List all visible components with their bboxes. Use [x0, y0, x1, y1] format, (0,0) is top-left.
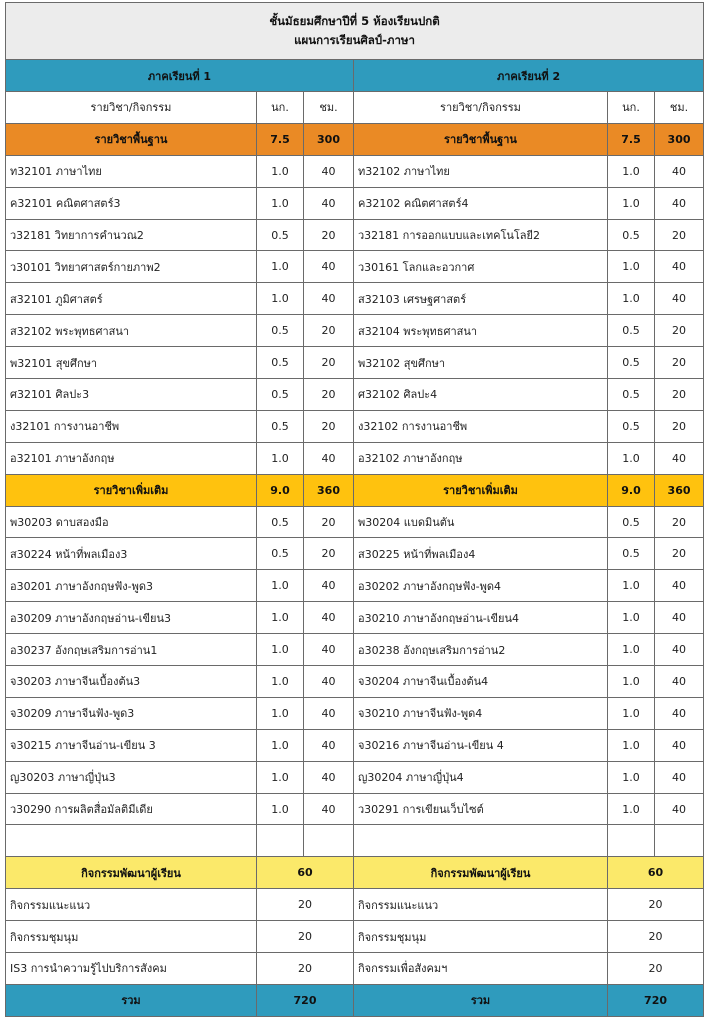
- basic-section-label: รายวิชาพื้นฐาน: [6, 123, 257, 155]
- credits-cell: 0.5: [608, 506, 655, 538]
- hours-cell: 20: [304, 219, 354, 251]
- basic-sem2-credits: 7.5: [608, 123, 655, 155]
- table-row: [6, 251, 704, 283]
- subject-cell: จ30216 ภาษาจีนอ่าน-เขียน 4: [354, 729, 608, 761]
- subject-cell: ว30290 การผลิตสื่อมัลติมีเดีย: [6, 793, 257, 825]
- table-row: [6, 187, 704, 219]
- table-row: [6, 347, 704, 379]
- hours-cell: 40: [304, 602, 354, 634]
- hours-cell: 40: [655, 442, 704, 474]
- table-row: [6, 283, 704, 315]
- hours-cell: 20: [655, 538, 704, 570]
- credits-cell: 1.0: [257, 729, 304, 761]
- table-row: [6, 410, 704, 442]
- hours-cell: 40: [655, 761, 704, 793]
- activity-cell: กิจกรรมเพื่อสังคมฯ: [354, 953, 608, 985]
- hours-cell: 20: [655, 315, 704, 347]
- subject-cell: พ32102 สุขศึกษา: [354, 347, 608, 379]
- activities-section-row: [6, 857, 704, 889]
- subject-cell: จ30215 ภาษาจีนอ่าน-เขียน 3: [6, 729, 257, 761]
- table-row: [6, 761, 704, 793]
- subject-cell: ว30291 การเขียนเว็บไซต์: [354, 793, 608, 825]
- subject-cell: [6, 825, 257, 857]
- subject-column-header: รายวิชา/กิจกรรม: [6, 92, 257, 124]
- activity-cell: กิจกรรมชุมนุม: [354, 921, 608, 953]
- subject-cell: อ32102 ภาษาอังกฤษ: [354, 442, 608, 474]
- semester-header-row: [6, 60, 704, 92]
- activities-sem2-hours: 60: [608, 857, 704, 889]
- table-row: [6, 442, 704, 474]
- subject-cell: ว32181 วิทยาการคำนวณ2: [6, 219, 257, 251]
- subject-cell: จ30203 ภาษาจีนเบื้องต้น3: [6, 666, 257, 698]
- credits-cell: 0.5: [608, 219, 655, 251]
- hours-cell: 20: [304, 379, 354, 411]
- credits-cell: 0.5: [608, 347, 655, 379]
- credits-column-header: นก.: [608, 92, 655, 124]
- hours-cell: 40: [304, 283, 354, 315]
- credits-cell: 0.5: [257, 315, 304, 347]
- activity-hours-cell: 20: [608, 889, 704, 921]
- hours-cell: 40: [304, 697, 354, 729]
- hours-cell: 20: [655, 410, 704, 442]
- hours-cell: 40: [655, 634, 704, 666]
- subject-cell: ส32103 เศรษฐศาสตร์: [354, 283, 608, 315]
- hours-cell: 40: [655, 251, 704, 283]
- subject-cell: ว30101 วิทยาศาสตร์กายภาพ2: [6, 251, 257, 283]
- hours-cell: 40: [304, 761, 354, 793]
- total-label: รวม: [354, 984, 608, 1016]
- credits-cell: 1.0: [257, 187, 304, 219]
- table-row: [6, 315, 704, 347]
- subject-cell: ง32102 การงานอาชีพ: [354, 410, 608, 442]
- hours-cell: 40: [304, 793, 354, 825]
- total-sem2-hours: 720: [608, 984, 704, 1016]
- basic-section-label: รายวิชาพื้นฐาน: [354, 123, 608, 155]
- subject-cell: อ32101 ภาษาอังกฤษ: [6, 442, 257, 474]
- hours-cell: 40: [304, 729, 354, 761]
- hours-cell: 40: [655, 570, 704, 602]
- subject-column-header: รายวิชา/กิจกรรม: [354, 92, 608, 124]
- subject-cell: จ30204 ภาษาจีนเบื้องต้น4: [354, 666, 608, 698]
- hours-cell: 40: [304, 442, 354, 474]
- extra-sem2-credits: 9.0: [608, 474, 655, 506]
- credits-cell: 1.0: [608, 729, 655, 761]
- title-line-2: แผนการเรียนศิลป์-ภาษา: [294, 33, 415, 47]
- table-row: [6, 921, 704, 953]
- table-row: [6, 825, 704, 857]
- subject-cell: ง32101 การงานอาชีพ: [6, 410, 257, 442]
- subject-cell: อ30237 อังกฤษเสริมการอ่าน1: [6, 634, 257, 666]
- hours-cell: 40: [304, 570, 354, 602]
- semester-2-header: ภาคเรียนที่ 2: [354, 60, 704, 92]
- subject-cell: ส32101 ภูมิศาสตร์: [6, 283, 257, 315]
- subject-cell: [354, 825, 608, 857]
- hours-cell: 20: [655, 379, 704, 411]
- hours-cell: 40: [655, 155, 704, 187]
- activities-sem1-hours: 60: [257, 857, 354, 889]
- hours-cell: 40: [655, 283, 704, 315]
- credits-cell: 1.0: [257, 634, 304, 666]
- subject-cell: อ30202 ภาษาอังกฤษฟัง-พูด4: [354, 570, 608, 602]
- table-row: [6, 634, 704, 666]
- column-header-row: [6, 92, 704, 124]
- subject-cell: จ30209 ภาษาจีนฟัง-พูด3: [6, 697, 257, 729]
- subject-cell: ส32104 พระพุทธศาสนา: [354, 315, 608, 347]
- extra-sem1-hours: 360: [304, 474, 354, 506]
- table-row: [6, 219, 704, 251]
- subject-cell: จ30210 ภาษาจีนฟัง-พูด4: [354, 697, 608, 729]
- hours-cell: 40: [655, 697, 704, 729]
- credits-cell: 0.5: [608, 315, 655, 347]
- semester-1-header: ภาคเรียนที่ 1: [6, 60, 354, 92]
- hours-cell: 20: [304, 315, 354, 347]
- basic-sem2-hours: 300: [655, 123, 704, 155]
- credits-cell: 1.0: [608, 442, 655, 474]
- subject-cell: อ30210 ภาษาอังกฤษอ่าน-เขียน4: [354, 602, 608, 634]
- credits-cell: 1.0: [608, 283, 655, 315]
- hours-cell: 40: [655, 187, 704, 219]
- extra-sem1-credits: 9.0: [257, 474, 304, 506]
- table-row: [6, 506, 704, 538]
- activities-section-label: กิจกรรมพัฒนาผู้เรียน: [6, 857, 257, 889]
- hours-cell: 40: [304, 251, 354, 283]
- credits-cell: 1.0: [257, 155, 304, 187]
- table-row: [6, 793, 704, 825]
- subject-cell: พ30203 ดาบสองมือ: [6, 506, 257, 538]
- activity-cell: กิจกรรมแนะแนว: [6, 889, 257, 921]
- credits-cell: 1.0: [608, 793, 655, 825]
- credits-cell: 1.0: [257, 570, 304, 602]
- table-row: [6, 953, 704, 985]
- credits-cell: 1.0: [257, 283, 304, 315]
- table-row: [6, 538, 704, 570]
- subject-cell: ส32102 พระพุทธศาสนา: [6, 315, 257, 347]
- credits-cell: 0.5: [608, 410, 655, 442]
- credits-cell: 1.0: [257, 666, 304, 698]
- credits-cell: 0.5: [257, 410, 304, 442]
- table-row: [6, 729, 704, 761]
- credits-cell: 1.0: [257, 761, 304, 793]
- credits-cell: 0.5: [608, 379, 655, 411]
- hours-cell: 20: [655, 506, 704, 538]
- hours-cell: 40: [655, 666, 704, 698]
- hours-cell: 20: [304, 347, 354, 379]
- table-row: [6, 697, 704, 729]
- activities-section-label: กิจกรรมพัฒนาผู้เรียน: [354, 857, 608, 889]
- extra-section-label: รายวิชาเพิ่มเติม: [354, 474, 608, 506]
- credits-cell: 1.0: [608, 187, 655, 219]
- table-row: [6, 379, 704, 411]
- credits-cell: 1.0: [257, 251, 304, 283]
- subject-cell: ส30225 หน้าที่พลเมือง4: [354, 538, 608, 570]
- subject-cell: อ30209 ภาษาอังกฤษอ่าน-เขียน3: [6, 602, 257, 634]
- extra-subjects-section-row: [6, 474, 704, 506]
- credits-cell: 0.5: [257, 379, 304, 411]
- activity-cell: IS3 การนำความรู้ไปบริการสังคม: [6, 953, 257, 985]
- total-label: รวม: [6, 984, 257, 1016]
- title-line-1: ชั้นมัธยมศึกษาปีที่ 5 ห้องเรียนปกติ: [269, 14, 440, 28]
- basic-sem1-credits: 7.5: [257, 123, 304, 155]
- hours-cell: 20: [304, 410, 354, 442]
- extra-section-label: รายวิชาเพิ่มเติม: [6, 474, 257, 506]
- credits-cell: [257, 825, 304, 857]
- subject-cell: ศ32102 ศิลปะ4: [354, 379, 608, 411]
- credits-cell: 0.5: [257, 219, 304, 251]
- basic-subjects-section-row: [6, 123, 704, 155]
- credits-cell: 1.0: [608, 634, 655, 666]
- hours-cell: 20: [655, 219, 704, 251]
- basic-sem1-hours: 300: [304, 123, 354, 155]
- hours-cell: [655, 825, 704, 857]
- subject-cell: ส30224 หน้าที่พลเมือง3: [6, 538, 257, 570]
- credits-cell: 1.0: [257, 442, 304, 474]
- credits-cell: 1.0: [608, 666, 655, 698]
- hours-cell: 20: [655, 347, 704, 379]
- subject-cell: พ30204 แบดมินตัน: [354, 506, 608, 538]
- credits-cell: 0.5: [257, 347, 304, 379]
- hours-cell: 20: [304, 506, 354, 538]
- credits-cell: 1.0: [257, 793, 304, 825]
- hours-cell: [304, 825, 354, 857]
- hours-cell: 40: [304, 187, 354, 219]
- curriculum-table: [5, 2, 704, 1017]
- total-row: [6, 984, 704, 1016]
- activity-cell: กิจกรรมชุมนุม: [6, 921, 257, 953]
- total-sem1-hours: 720: [257, 984, 354, 1016]
- table-title-row: [6, 3, 704, 60]
- hours-cell: 40: [655, 602, 704, 634]
- table-row: [6, 889, 704, 921]
- credits-cell: 1.0: [608, 602, 655, 634]
- subject-cell: พ32101 สุขศึกษา: [6, 347, 257, 379]
- table-title: [6, 3, 704, 60]
- table-row: [6, 602, 704, 634]
- activity-hours-cell: 20: [608, 953, 704, 985]
- subject-cell: ญ30203 ภาษาญี่ปุ่น3: [6, 761, 257, 793]
- subject-cell: อ30238 อังกฤษเสริมการอ่าน2: [354, 634, 608, 666]
- credits-cell: 0.5: [257, 538, 304, 570]
- activity-hours-cell: 20: [257, 889, 354, 921]
- credits-cell: 1.0: [608, 251, 655, 283]
- hours-cell: 40: [304, 666, 354, 698]
- activity-hours-cell: 20: [608, 921, 704, 953]
- subject-cell: ว32181 การออกแบบและเทคโนโลยี2: [354, 219, 608, 251]
- subject-cell: ว30161 โลกและอวกาศ: [354, 251, 608, 283]
- subject-cell: ท32101 ภาษาไทย: [6, 155, 257, 187]
- table-row: [6, 570, 704, 602]
- credits-column-header: นก.: [257, 92, 304, 124]
- subject-cell: ญ30204 ภาษาญี่ปุ่น4: [354, 761, 608, 793]
- credits-cell: 1.0: [608, 155, 655, 187]
- credits-cell: 1.0: [608, 570, 655, 602]
- extra-sem2-hours: 360: [655, 474, 704, 506]
- credits-cell: 1.0: [257, 602, 304, 634]
- hours-column-header: ชม.: [304, 92, 354, 124]
- activity-cell: กิจกรรมแนะแนว: [354, 889, 608, 921]
- hours-cell: 40: [655, 793, 704, 825]
- credits-cell: 0.5: [608, 538, 655, 570]
- hours-cell: 40: [304, 634, 354, 666]
- subject-cell: อ30201 ภาษาอังกฤษฟัง-พูด3: [6, 570, 257, 602]
- table-row: [6, 155, 704, 187]
- hours-cell: 20: [304, 538, 354, 570]
- credits-cell: 1.0: [608, 697, 655, 729]
- subject-cell: ท32102 ภาษาไทย: [354, 155, 608, 187]
- credits-cell: 1.0: [257, 697, 304, 729]
- credits-cell: 0.5: [257, 506, 304, 538]
- hours-cell: 40: [655, 729, 704, 761]
- hours-cell: 40: [304, 155, 354, 187]
- table-row: [6, 666, 704, 698]
- activity-hours-cell: 20: [257, 921, 354, 953]
- credits-cell: [608, 825, 655, 857]
- hours-column-header: ชม.: [655, 92, 704, 124]
- subject-cell: ค32102 คณิตศาสตร์4: [354, 187, 608, 219]
- subject-cell: ค32101 คณิตศาสตร์3: [6, 187, 257, 219]
- subject-cell: ศ32101 ศิลปะ3: [6, 379, 257, 411]
- credits-cell: 1.0: [608, 761, 655, 793]
- activity-hours-cell: 20: [257, 953, 354, 985]
